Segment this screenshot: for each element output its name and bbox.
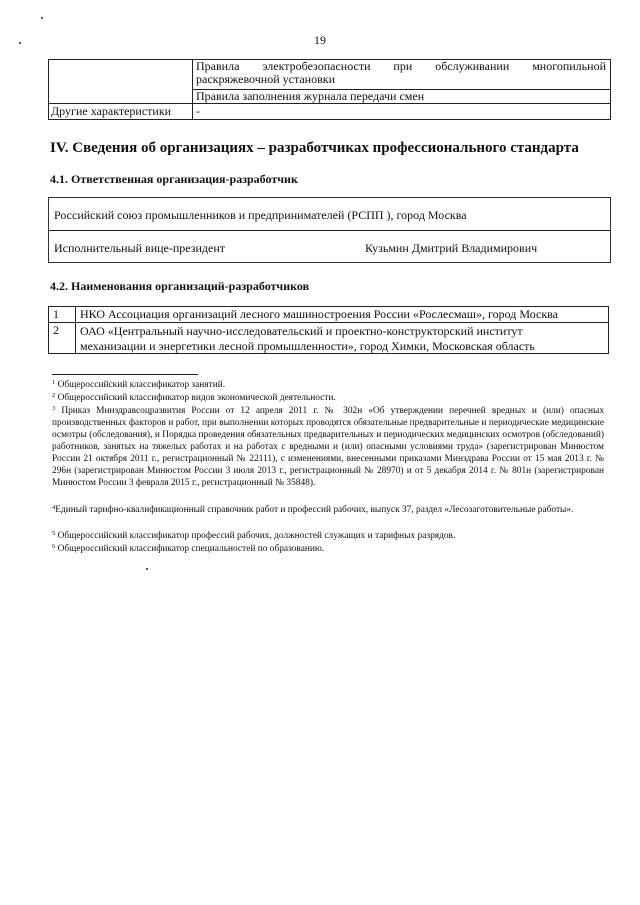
developer-row-number: 1 — [53, 307, 59, 321]
scan-speck — [41, 17, 43, 19]
scan-speck — [146, 568, 148, 570]
table-cell-rule: Правила заполнения журнала передачи смен — [196, 89, 425, 103]
footnote: $^6$ Общероссийский классификатор специальностей по образованию. — [52, 543, 325, 554]
page-number: 19 — [314, 33, 326, 47]
developers-heading: 4.2. Наименования организаций-разработчиков — [50, 279, 310, 293]
footnote: $^2$ Общероссийский классификатор видов экономической деятельности. — [52, 392, 336, 403]
developer-row-number: 2 — [53, 323, 59, 337]
table-row-value: - — [196, 104, 200, 118]
section-title: IV. Сведения об организациях – разработчиках профессионального стандарта — [50, 140, 579, 156]
footnote-separator — [52, 374, 198, 375]
footnote: $^1$ Общероссийский классификатор занятий. — [52, 379, 226, 390]
responsible-org-name: Российский союз промышленников и предпринимателей (РСПП ), город Москва — [54, 208, 467, 222]
developer-row-name: ОАО «Центральный научно-исследовательский и проектно-конструкторский институт механизации и энергетики лесной промышленности», город Химки, Московская область — [80, 324, 535, 353]
responsible-position: Исполнительный вице-президент — [54, 241, 226, 255]
footnote: $^4$Единый тарифно-квалификационный справочник работ и профессий рабочих, выпуск 37, раздел «Лесозаготовительные работы». — [52, 504, 574, 515]
responsible-heading: 4.1. Ответственная организация-разработчик — [50, 172, 298, 186]
developer-row-name: НКО Ассоциация организаций лесного машиностроения России «Рослесмаш», город Москва — [80, 307, 559, 321]
footnote: $^5$ Общероссийский классификатор профессий рабочих, должностей служащих и тарифных разрядов. — [52, 530, 456, 541]
table-cell-rule: Правила электробезопасности при обслуживании многопильной раскряжевочной установки — [196, 59, 606, 86]
footnote: $^3$ Приказ Минздравсоцразвития России от 12 апреля 2011 г. № 302н «Об утверждении перечней вредных и (или) опасных производственных факторов и работ, при выполнении которых проводятся обязательные предварительные и периодические медицинские осмотры (обследования), и Порядка проведения обязательных предварительных и периодических медицинских осмотров (обследований) работников, занятых на тяжелых работах и на работах с вредными и (или) опасными условиями труда» (зарегистрирован Минюстом России 21 октября 2011 г., регистрационный № 22111), с изменениями, внесенными приказами Минздрава России от 15 мая 2013 г. № 296н (зарегистрирован Минюстом России 3 июля 2013 г., регистрационный № 28970) и от 5 декабря 2014 г. № 801н (зарегистрирован Минюстом России 3 февраля 2015 г., регистрационный № 35848). — [52, 405, 605, 488]
table-row-label: Другие характеристики — [51, 104, 172, 118]
responsible-person: Кузьмин Дмитрий Владимирович — [365, 241, 538, 255]
responsible-org-box — [48, 197, 611, 263]
